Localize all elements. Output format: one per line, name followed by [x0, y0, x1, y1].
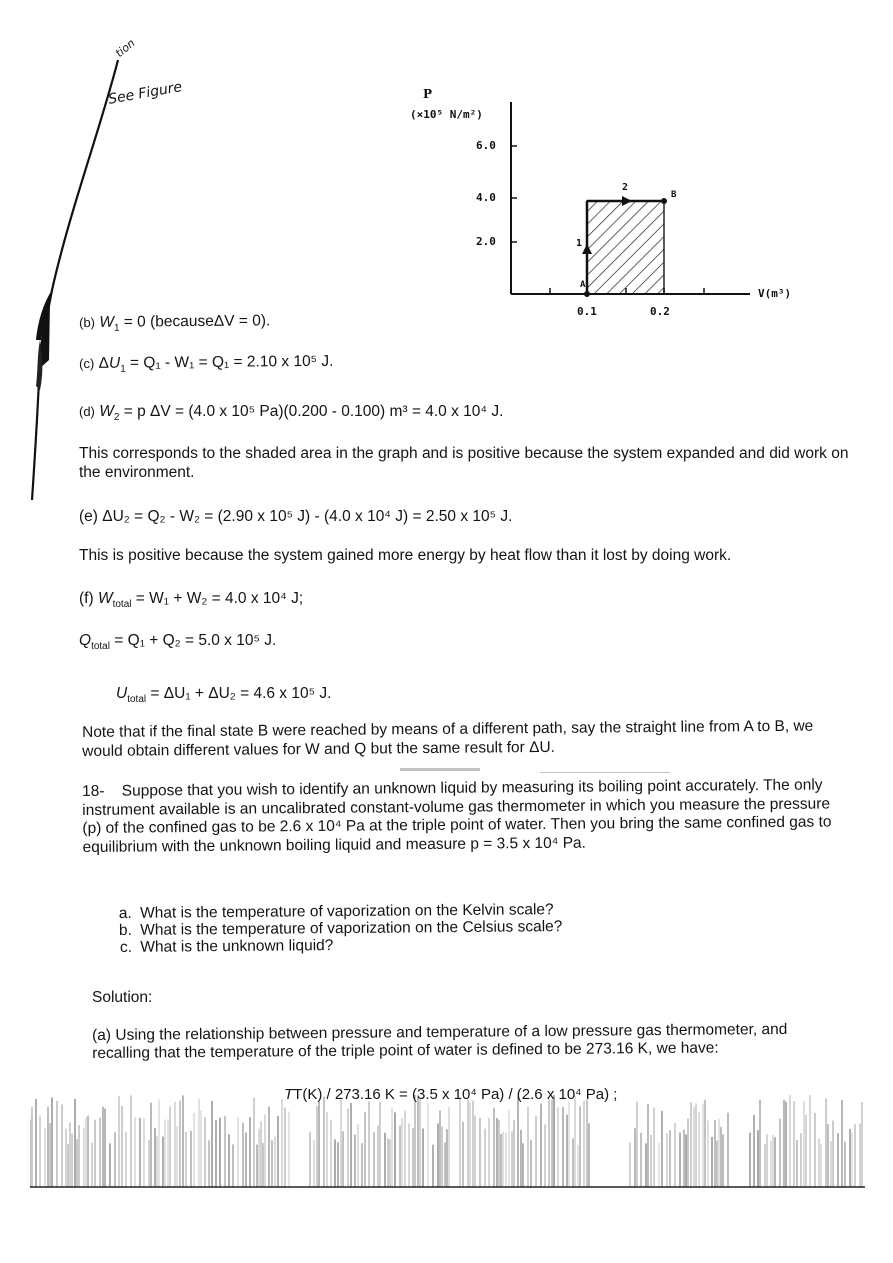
- solution-c: (c) $\Delta U_1 = Q_1 - W_1 = Q_1 = 2.10$ x 10⁵ J.: [79, 352, 334, 375]
- q-total: $Q_{total} = Q_1 + Q_2 = 5.0$ x 10⁵ J.: [79, 632, 277, 653]
- shaded-work-area: [587, 201, 664, 294]
- y-axis-units: (×10⁵ N/m²): [410, 108, 483, 121]
- solution-f: (f) $W_{total} = W_1 + W_2 = 4.0$ x 10⁴ J;: [79, 590, 304, 611]
- path-2-label: 2: [622, 182, 629, 193]
- solution-e-note: This is positive because the system gained more energy by heat flow than it lost by doing work.: [79, 547, 732, 564]
- question-a: a. What is the temperature of vaporization on the Kelvin scale?: [136, 901, 562, 922]
- pv-graph: [400, 80, 820, 325]
- scan-noise: [30, 1075, 865, 1190]
- x-axis-label: V(m³): [758, 287, 792, 300]
- margin-note-top: tion: [113, 36, 138, 60]
- equation: TT(K) / 273.16 K = (3.5 x 10⁴ Pa) / (2.6 x 10⁴ Pa) ;: [284, 1086, 618, 1103]
- point-b-dot: [661, 198, 667, 204]
- solution-heading: Solution:: [92, 989, 153, 1006]
- scan-smudge-2: [540, 772, 670, 773]
- u-total: $U_{total} = \Delta U_1 + \Delta U_2 = 4.6$ x 10⁵ J.: [116, 685, 332, 706]
- x-tick-0-1: 0.1: [577, 305, 597, 318]
- question-c: c. What is the unknown liquid?: [136, 935, 562, 956]
- solution-d-note: This corresponds to the shaded area in the graph and is positive because the system expanded and did work on the environment.: [79, 445, 849, 481]
- y-tick-2: 2.0: [476, 235, 496, 248]
- point-b-label: B: [671, 190, 677, 200]
- y-tick-4: 4.0: [476, 191, 496, 204]
- scan-smudge: [400, 768, 480, 771]
- solution-d: (d) $W_2 = p$ ΔV = (4.0 x 10⁵ Pa)(0.200 - 0.100) m³ = 4.0 x 10⁴ J.: [79, 403, 504, 424]
- problem-18-statement: 18- Suppose that you wish to identify an unknown liquid by measuring its boiling point accurately. The only instrument available is an uncalibrated constant-volume gas thermometer in which you measure the pressure (p) of the confined gas to be 2.6 x 10⁴ Pa at the triple point of water. Then you bring the same confined gas to equilibrium with the unknown boiling liquid and measure p = 3.5 x 10⁴ Pa.: [82, 776, 832, 856]
- x-tick-0-2: 0.2: [650, 305, 670, 318]
- solution-b: (b) $W_1 = 0$ (becauseΔV = 0).: [79, 312, 271, 334]
- y-tick-6: 6.0: [476, 139, 496, 152]
- point-a-label: A: [580, 280, 586, 290]
- question-b: b. What is the temperature of vaporization on the Celsius scale?: [136, 918, 562, 939]
- solution-a: (a) Using the relationship between pressure and temperature of a low pressure gas thermometer, and recalling that the temperature of the triple point of water is defined to be 273.16 K, we have:: [92, 1020, 788, 1062]
- margin-note: See Figure: [107, 79, 184, 108]
- final-note: Note that if the final state B were reached by means of a different path, say the straight line from A to B, we would obtain different values for W and Q but the same result for ΔU.: [82, 717, 814, 760]
- margin-scan-mark: [0, 40, 130, 510]
- point-a-dot: [584, 291, 590, 297]
- solution-e: (e) ΔU₂ = Q₂ - W₂ = (2.90 x 10⁵ J) - (4.0 x 10⁴ J) = 2.50 x 10⁵ J.: [79, 508, 513, 525]
- y-axis-label: P: [423, 87, 433, 101]
- path-1-label: 1: [576, 238, 583, 249]
- problem-18-questions: [116, 901, 563, 956]
